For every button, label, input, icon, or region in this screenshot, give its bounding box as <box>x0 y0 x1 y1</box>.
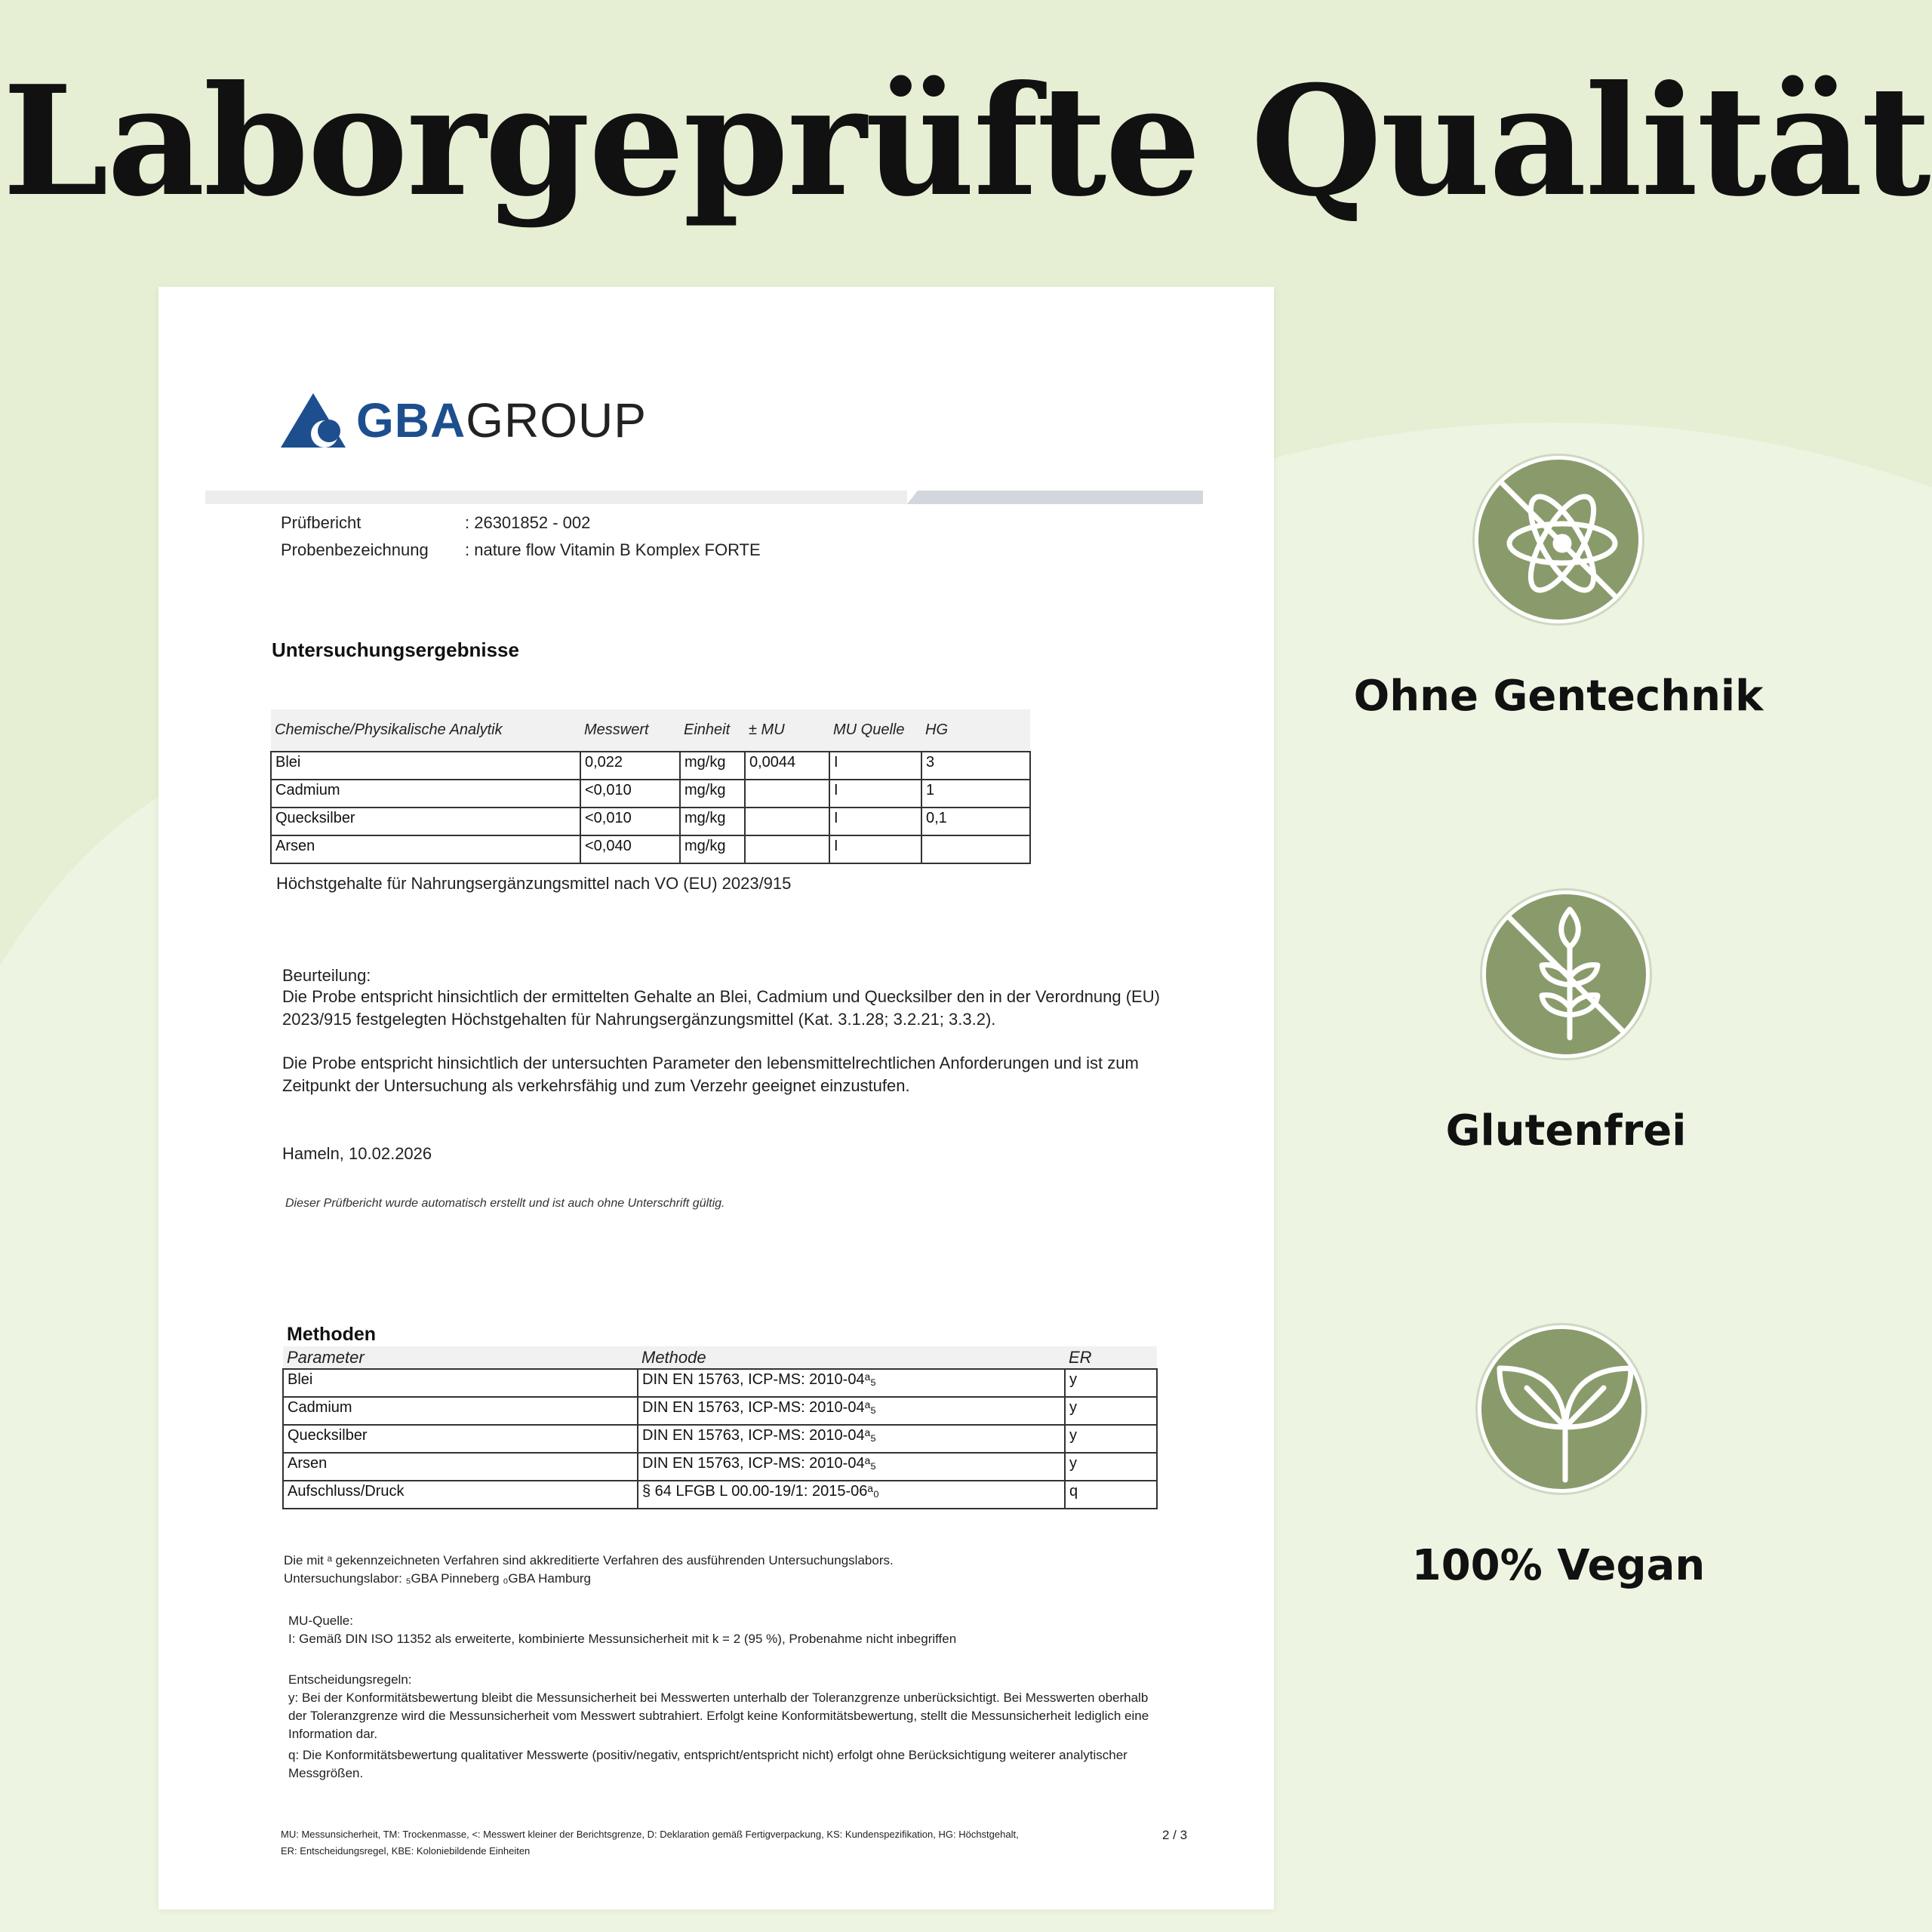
col-value: Messwert <box>580 709 680 752</box>
accredited-note: Die mit ᵃ gekennzeichneten Verfahren sind akkreditierte Verfahren des ausführenden Untersuchungslabors. <box>284 1553 894 1567</box>
place-date: Hameln, 10.02.2026 <box>282 1144 432 1163</box>
assessment-paragraph-2: Die Probe entspricht hinsichtlich der untersuchten Parameter den lebensmittelrechtlichen Anforderungen und ist zum Zeitpunkt der Untersuchung als verkehrsfähig und zum Verzehr geeignet einzustufen. <box>282 1054 1139 1095</box>
rules-y: y: Bei der Konformitätsbewertung bleibt die Messunsicherheit bei Messwerten unterhalb der Toleranzgrenze unberücksichtigt. Bei Messwerten oberhalb der Toleranzgrenze wird die Messunsicherheit vom Messwert subtrahiert. Erfolgt keine Konformitätsbewertung, stellt die Messunsicherheit lediglich eine Information dar. <box>288 1690 1149 1741</box>
table-row: Arsen DIN EN 15763, ICP-MS: 2010-04ᵃ₅ y <box>283 1453 1157 1481</box>
col-mu-source: MU Quelle <box>829 709 921 752</box>
col-hg: HG <box>921 709 1030 752</box>
badge-label-vegan: 100% Vegan <box>1411 1541 1706 1590</box>
results-table <box>270 709 1031 864</box>
table-row: Quecksilber DIN EN 15763, ICP-MS: 2010-04ᵃ₅ y <box>283 1425 1157 1453</box>
gba-logo <box>281 392 647 448</box>
page-headline: Laborgeprüfte Qualität <box>2 53 1930 230</box>
col-method: Methode <box>638 1346 1065 1369</box>
col-mu: ± MU <box>745 709 829 752</box>
table-row: Cadmium DIN EN 15763, ICP-MS: 2010-04ᵃ₅ y <box>283 1397 1157 1425</box>
badge-label-gmo-free: Ohne Gentechnik <box>1353 672 1764 721</box>
footer-abbreviations: MU: Messunsicherheit, TM: Trockenmasse, <: Messwert kleiner der Berichtsgrenze, D: Deklaration gemäß Fertigverpackung, KS: Kundenspezifikation, HG: Höchstgehalt, ER: Entscheidungsregel, KBE: Koloniebildende Einheiten <box>281 1829 1019 1857</box>
plant-leaves-icon <box>1478 1325 1645 1493</box>
logo-text-gba: GBA <box>356 393 466 448</box>
table-row: Blei 0,022 mg/kg 0,0044 I 3 <box>271 752 1030 780</box>
assessment-label: Beurteilung: <box>282 966 371 985</box>
table-row: Blei DIN EN 15763, ICP-MS: 2010-04ᵃ₅ y <box>283 1369 1157 1397</box>
atom-crossed-icon <box>1475 456 1642 623</box>
rules-q: q: Die Konformitätsbewertung qualitativer Messwerte (positiv/negativ, entspricht/entspricht nicht) erfolgt ohne Berücksichtigung weiterer analytischer Messgrößen. <box>288 1748 1128 1780</box>
meta-report-number: Prüfbericht : 26301852 - 002 <box>281 513 591 532</box>
lab-report-sheet <box>158 287 1274 1909</box>
col-unit: Einheit <box>680 709 745 752</box>
table-row: Cadmium <0,010 mg/kg I 1 <box>271 780 1030 808</box>
badge-label-gluten-free: Glutenfrei <box>1445 1106 1687 1155</box>
logo-text-group: GROUP <box>466 393 647 448</box>
mu-source-label: MU-Quelle: <box>288 1614 353 1628</box>
labs-note: Untersuchungslabor: ₅GBA Pinneberg ₀GBA Hamburg <box>284 1571 592 1586</box>
methods-title: Methoden <box>287 1324 377 1345</box>
mu-source-text: I: Gemäß DIN ISO 11352 als erweiterte, kombinierte Messunsicherheit mit k = 2 (95 %), Probenahme nicht inbegriffen <box>288 1632 957 1646</box>
table-row: Quecksilber <0,010 mg/kg I 0,1 <box>271 808 1030 835</box>
page-number: 2 / 3 <box>1162 1828 1188 1842</box>
meta-sample-name: Probenbezeichnung : nature flow Vitamin B Komplex FORTE <box>281 540 761 559</box>
rules-label: Entscheidungsregeln: <box>288 1672 412 1687</box>
col-er: ER <box>1065 1346 1157 1369</box>
wheat-crossed-icon <box>1482 891 1650 1058</box>
limits-note: Höchstgehalte für Nahrungsergänzungsmittel nach VO (EU) 2023/915 <box>276 874 792 893</box>
table-row: Arsen <0,040 mg/kg I <box>271 835 1030 863</box>
auto-generated-note: Dieser Prüfbericht wurde automatisch erstellt und ist auch ohne Unterschrift gültig. <box>285 1197 725 1210</box>
header-divider <box>205 491 1203 504</box>
assessment-paragraph-1: Die Probe entspricht hinsichtlich der ermittelten Gehalte an Blei, Cadmium und Quecksilber den in der Verordnung (EU) 2023/915 festgelegten Höchstgehalten für Nahrungsergänzungsmittel (Kat. 3.1.28; 3.2.21; 3.3.2). <box>282 987 1160 1029</box>
gba-logo-icon <box>281 393 346 448</box>
col-parameter: Parameter <box>283 1346 638 1369</box>
col-analysis: Chemische/Physikalische Analytik <box>271 709 580 752</box>
table-row: Aufschluss/Druck § 64 LFGB L 00.00-19/1: 2015-06ᵃ₀ q <box>283 1481 1157 1509</box>
methods-table <box>282 1346 1158 1509</box>
results-title: Untersuchungsergebnisse <box>272 638 519 661</box>
